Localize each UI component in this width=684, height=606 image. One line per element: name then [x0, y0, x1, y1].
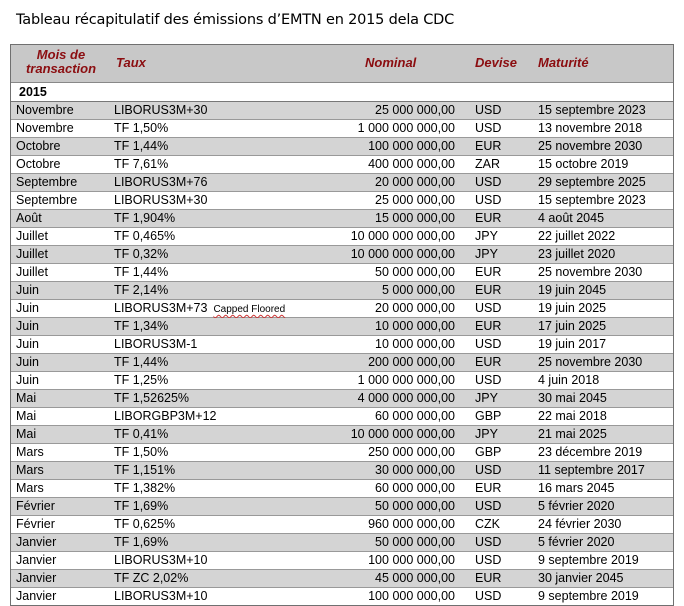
cell-taux: TF 2,14%: [114, 283, 169, 297]
cell-maturite: 23 décembre 2019: [538, 445, 643, 459]
cell-nominal: 25 000 000,00: [375, 193, 455, 207]
cell-mois: Mai: [16, 391, 37, 405]
cell-nominal: 10 000 000,00: [375, 319, 455, 333]
table-row: [11, 228, 673, 246]
cell-nominal: 250 000 000,00: [368, 445, 455, 459]
table-row: [11, 534, 673, 552]
cell-maturite: 13 novembre 2018: [538, 121, 643, 135]
table-row: [11, 264, 673, 282]
cell-devise: USD: [475, 337, 502, 351]
cell-mois: Novembre: [16, 103, 74, 117]
cell-taux: LIBORUS3M+76: [114, 175, 208, 189]
cell-nominal: 1 000 000 000,00: [357, 373, 455, 387]
cell-nominal: 400 000 000,00: [368, 157, 455, 171]
cell-mois: Mai: [16, 427, 37, 441]
cell-mois: Juillet: [16, 247, 48, 261]
cell-devise: EUR: [475, 211, 502, 225]
cell-maturite: 9 septembre 2019: [538, 553, 639, 567]
cell-taux: LIBORUS3M-1: [114, 337, 198, 351]
table-row: [11, 336, 673, 354]
cell-maturite: 5 février 2020: [538, 499, 615, 513]
cell-devise: JPY: [475, 427, 498, 441]
table-row: [11, 570, 673, 588]
cell-nominal: 45 000 000,00: [375, 571, 455, 585]
cell-taux: TF 1,44%: [114, 139, 169, 153]
table-row: [11, 138, 673, 156]
cell-maturite: 22 mai 2018: [538, 409, 607, 423]
cell-maturite: 15 septembre 2023: [538, 193, 646, 207]
cell-taux: LIBORUS3M+10: [114, 589, 208, 603]
cell-taux: TF 1,34%: [114, 319, 169, 333]
cell-devise: USD: [475, 499, 502, 513]
header-nominal: Nominal: [365, 55, 417, 70]
cell-taux: TF 0,41%: [114, 427, 169, 441]
cell-taux: LIBORUS3M+30: [114, 193, 208, 207]
cell-devise: GBP: [475, 445, 502, 459]
cell-maturite: 25 novembre 2030: [538, 139, 643, 153]
cell-devise: GBP: [475, 409, 502, 423]
cell-devise: EUR: [475, 139, 502, 153]
cell-mois: Octobre: [16, 139, 61, 153]
cell-mois: Mai: [16, 409, 37, 423]
cell-nominal: 50 000 000,00: [375, 499, 455, 513]
table-row: [11, 552, 673, 570]
cell-mois: Février: [16, 499, 55, 513]
cell-nominal: 50 000 000,00: [375, 535, 455, 549]
cell-maturite: 19 juin 2045: [538, 283, 607, 297]
table-row: [11, 192, 673, 210]
cell-nominal: 5 000 000,00: [382, 283, 455, 297]
table-body: [11, 102, 673, 605]
emtn-table: [10, 44, 674, 606]
cell-maturite: 29 septembre 2025: [538, 175, 646, 189]
cell-nominal: 100 000 000,00: [368, 139, 455, 153]
cell-devise: EUR: [475, 265, 502, 279]
cell-maturite: 5 février 2020: [538, 535, 615, 549]
cell-devise: USD: [475, 121, 502, 135]
cell-mois: Mars: [16, 463, 44, 477]
cell-maturite: 19 juin 2025: [538, 301, 607, 315]
table-row: [11, 300, 673, 318]
cell-maturite: 16 mars 2045: [538, 481, 615, 495]
cell-devise: EUR: [475, 319, 502, 333]
cell-nominal: 100 000 000,00: [368, 589, 455, 603]
cell-nominal: 15 000 000,00: [375, 211, 455, 225]
cell-mois: Juin: [16, 319, 39, 333]
cell-mois: Septembre: [16, 175, 78, 189]
cell-mois: Octobre: [16, 157, 61, 171]
cell-maturite: 22 juillet 2022: [538, 229, 616, 243]
cell-devise: USD: [475, 553, 502, 567]
cell-mois: Janvier: [16, 571, 57, 585]
cell-mois: Septembre: [16, 193, 78, 207]
cell-devise: USD: [475, 535, 502, 549]
table-row: [11, 498, 673, 516]
cell-devise: USD: [475, 373, 502, 387]
cell-maturite: 25 novembre 2030: [538, 265, 643, 279]
cell-maturite: 24 février 2030: [538, 517, 622, 531]
cell-mois: Janvier: [16, 589, 57, 603]
cell-taux: TF 1,50%: [114, 445, 169, 459]
cell-maturite: 11 septembre 2017: [538, 463, 645, 477]
year-label: 2015: [19, 85, 47, 99]
cell-nominal: 60 000 000,00: [375, 481, 455, 495]
cell-devise: EUR: [475, 481, 502, 495]
table-row: [11, 444, 673, 462]
table-row: [11, 462, 673, 480]
cell-nominal: 1 000 000 000,00: [357, 121, 455, 135]
table-row: [11, 408, 673, 426]
year-row: [11, 83, 673, 102]
table-row: [11, 246, 673, 264]
cell-devise: USD: [475, 193, 502, 207]
cell-maturite: 4 juin 2018: [538, 373, 600, 387]
cell-taux: TF 1,382%: [114, 481, 176, 495]
cell-devise: USD: [475, 301, 502, 315]
cell-devise: EUR: [475, 571, 502, 585]
table-row: [11, 102, 673, 120]
cell-devise: EUR: [475, 283, 502, 297]
cell-maturite: 4 août 2045: [538, 211, 605, 225]
cell-nominal: 10 000 000 000,00: [350, 229, 455, 243]
table-header: [11, 45, 673, 83]
cell-maturite: 25 novembre 2030: [538, 355, 643, 369]
cell-mois: Novembre: [16, 121, 74, 135]
cell-mois: Juillet: [16, 229, 48, 243]
cell-mois: Juin: [16, 355, 39, 369]
cell-mois: Juillet: [16, 265, 48, 279]
cell-taux: TF 1,50%: [114, 121, 169, 135]
cell-mois: Janvier: [16, 535, 57, 549]
cell-taux: TF 1,69%: [114, 499, 169, 513]
table-row: [11, 390, 673, 408]
cell-nominal: 30 000 000,00: [375, 463, 455, 477]
cell-taux: TF 0,625%: [114, 517, 176, 531]
table-row: [11, 354, 673, 372]
cell-devise: USD: [475, 175, 502, 189]
cell-nominal: 10 000 000 000,00: [350, 427, 455, 441]
cell-mois: Juin: [16, 283, 39, 297]
cell-mois: Juin: [16, 337, 39, 351]
cell-devise: JPY: [475, 247, 498, 261]
table-row: [11, 120, 673, 138]
cell-maturite: 17 juin 2025: [538, 319, 607, 333]
cell-nominal: 100 000 000,00: [368, 553, 455, 567]
cell-taux: TF 7,61%: [114, 157, 169, 171]
table-row: [11, 480, 673, 498]
table-row: [11, 210, 673, 228]
cell-taux: TF 1,44%: [114, 265, 169, 279]
cell-devise: CZK: [475, 517, 500, 531]
cell-mois: Février: [16, 517, 55, 531]
cell-taux: LIBORUS3M+30: [114, 103, 208, 117]
cell-mois: Juin: [16, 301, 39, 315]
cell-nominal: 25 000 000,00: [375, 103, 455, 117]
cell-nominal: 960 000 000,00: [368, 517, 455, 531]
cell-devise: JPY: [475, 391, 498, 405]
header-maturite: Maturité: [538, 55, 589, 70]
cell-nominal: 10 000 000 000,00: [350, 247, 455, 261]
cell-taux: LIBORUS3M+73 Capped Floored: [114, 301, 286, 315]
header-mois: Mois de transaction: [25, 47, 97, 76]
cell-nominal: 20 000 000,00: [375, 301, 455, 315]
cell-mois: Juin: [16, 373, 39, 387]
cell-nominal: 200 000 000,00: [368, 355, 455, 369]
cell-taux: TF ZC 2,02%: [114, 571, 189, 585]
header-taux: Taux: [116, 55, 146, 70]
cell-nominal: 10 000 000,00: [375, 337, 455, 351]
cell-taux: LIBORGBP3M+12: [114, 409, 217, 423]
table-row: [11, 282, 673, 300]
table-row: [11, 156, 673, 174]
cell-maturite: 30 mai 2045: [538, 391, 607, 405]
cell-taux: TF 1,44%: [114, 355, 169, 369]
cell-devise: JPY: [475, 229, 498, 243]
cell-taux: TF 0,32%: [114, 247, 169, 261]
cell-maturite: 30 janvier 2045: [538, 571, 624, 585]
table-row: [11, 588, 673, 605]
table-row: [11, 516, 673, 534]
cell-nominal: 50 000 000,00: [375, 265, 455, 279]
table-row: [11, 318, 673, 336]
cell-nominal: 60 000 000,00: [375, 409, 455, 423]
cell-devise: USD: [475, 589, 502, 603]
cell-taux: TF 1,69%: [114, 535, 169, 549]
cell-taux: TF 0,465%: [114, 229, 176, 243]
cell-maturite: 15 octobre 2019: [538, 157, 629, 171]
table-caption: Tableau récapitulatif des émissions d’EMTN en 2015 dela CDC: [16, 12, 455, 28]
cell-maturite: 9 septembre 2019: [538, 589, 639, 603]
cell-maturite: 23 juillet 2020: [538, 247, 616, 261]
cell-mois: Mars: [16, 481, 44, 495]
cell-devise: USD: [475, 103, 502, 117]
cell-taux: TF 1,25%: [114, 373, 169, 387]
cell-mois: Mars: [16, 445, 44, 459]
cell-maturite: 15 septembre 2023: [538, 103, 646, 117]
header-devise: Devise: [475, 55, 517, 70]
cell-mois: Janvier: [16, 553, 57, 567]
cell-nominal: 20 000 000,00: [375, 175, 455, 189]
cell-taux: TF 1,52625%: [114, 391, 190, 405]
table-row: [11, 174, 673, 192]
cell-nominal: 4 000 000 000,00: [357, 391, 455, 405]
cell-maturite: 19 juin 2017: [538, 337, 607, 351]
cell-taux: TF 1,904%: [114, 211, 176, 225]
cell-devise: EUR: [475, 355, 502, 369]
cell-taux: LIBORUS3M+10: [114, 553, 208, 567]
cell-maturite: 21 mai 2025: [538, 427, 607, 441]
cell-mois: Août: [16, 211, 42, 225]
table-row: [11, 426, 673, 444]
table-row: [11, 372, 673, 390]
cell-taux-note: Capped Floored: [213, 304, 286, 315]
cell-taux: TF 1,151%: [114, 463, 176, 477]
cell-devise: ZAR: [475, 157, 500, 171]
cell-devise: USD: [475, 463, 502, 477]
